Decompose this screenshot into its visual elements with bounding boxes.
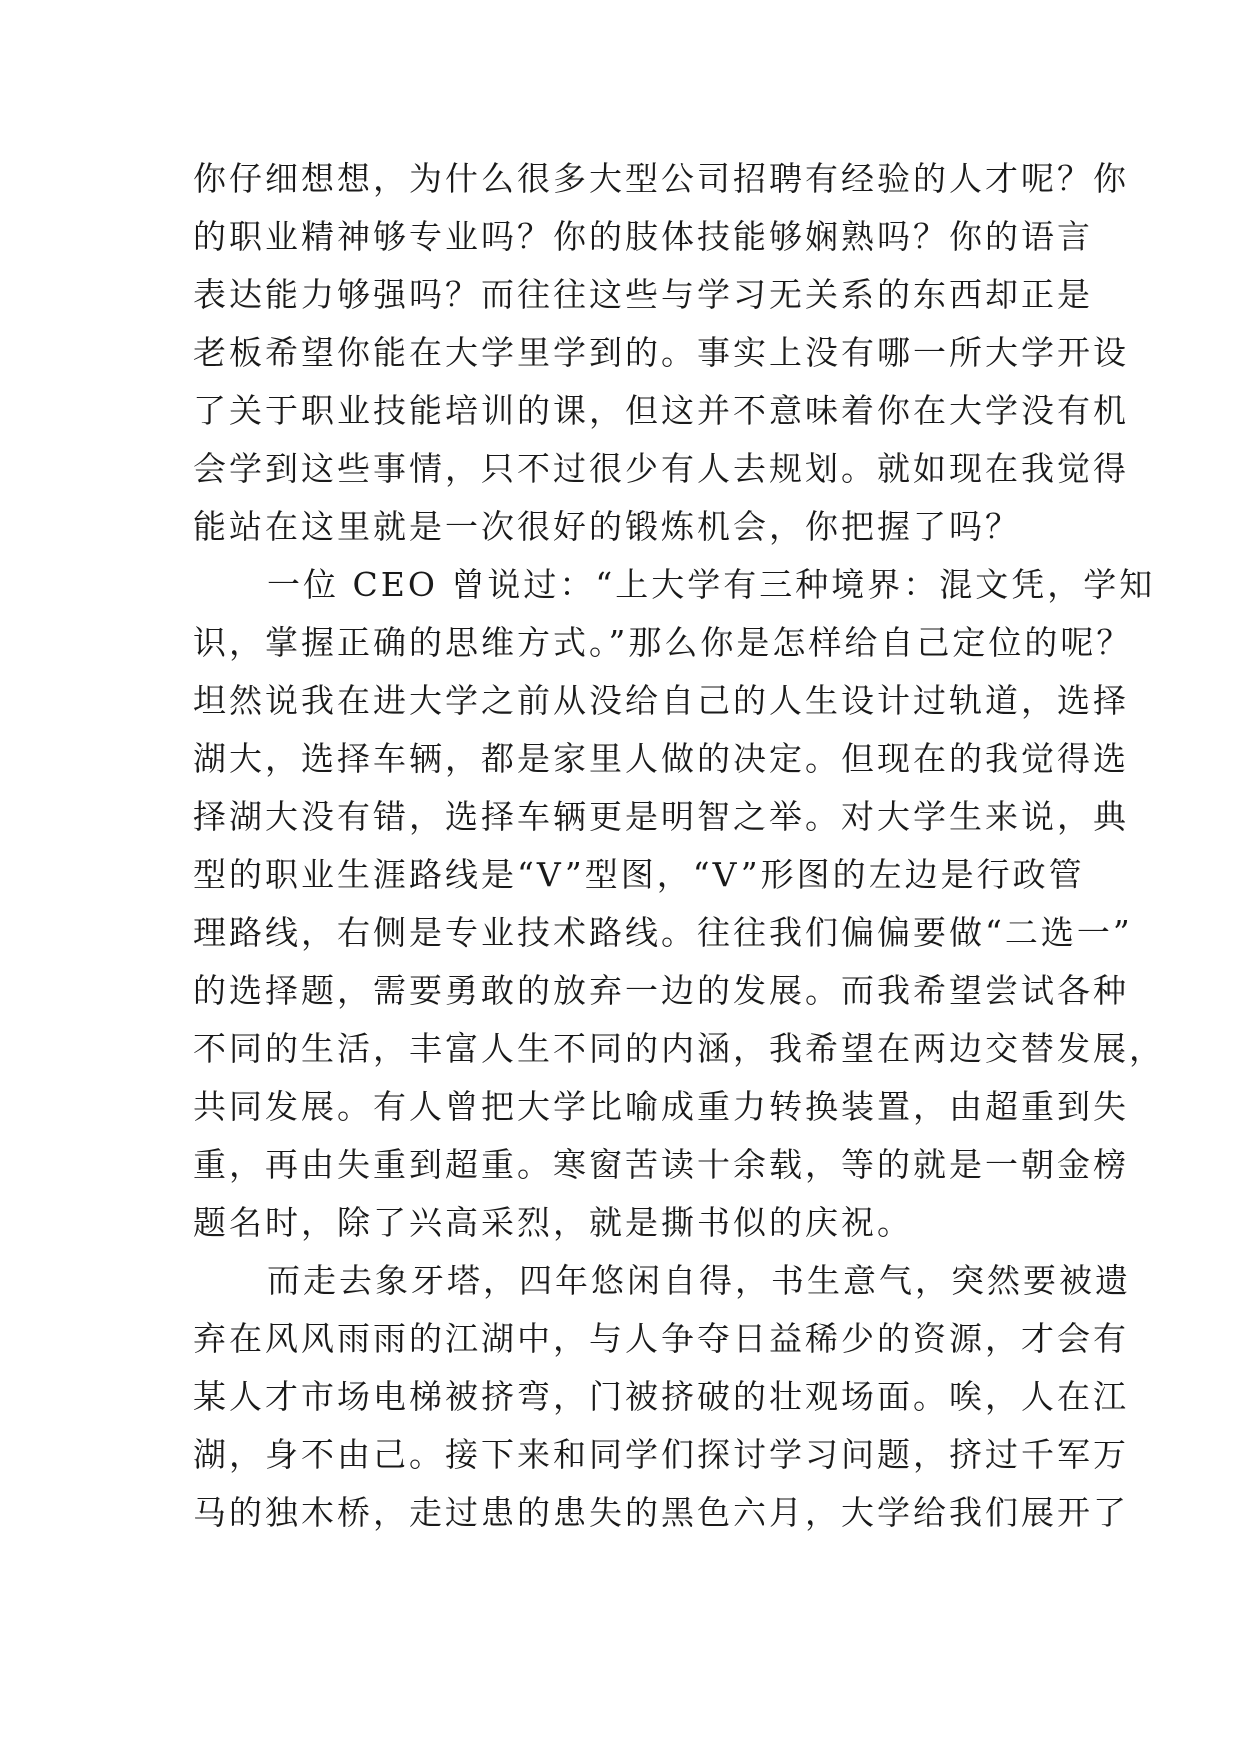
paragraph-first-line: 而走去象牙塔，四年悠闲自得，书生意气，突然要被遗 <box>267 1261 1131 1300</box>
text-line: 的选择题，需要勇敢的放弃一边的发展。而我希望尝试各种 <box>193 971 1129 1010</box>
text-line: 能站在这里就是一次很好的锻炼机会，你把握了吗？ <box>193 507 1021 546</box>
body-text <box>193 150 1165 1542</box>
text-line: 不同的生活，丰富人生不同的内涵，我希望在两边交替发展， <box>193 1029 1165 1068</box>
text-line: 题名时，除了兴高采烈，就是撕书似的庆祝。 <box>193 1203 913 1242</box>
text-line: 型的职业生涯路线是“V”型图，“V”形图的左边是行政管 <box>193 855 1085 894</box>
text-line: 马的独木桥，走过患的患失的黑色六月，大学给我们展开了 <box>193 1493 1129 1532</box>
text-line: 了关于职业技能培训的课，但这并不意味着你在大学没有机 <box>193 391 1129 430</box>
text-line: 会学到这些事情，只不过很少有人去规划。就如现在我觉得 <box>193 449 1129 488</box>
text-line: 重，再由失重到超重。寒窗苦读十余载，等的就是一朝金榜 <box>193 1145 1129 1184</box>
text-line: 表达能力够强吗？而往往这些与学习无关系的东西却正是 <box>193 275 1093 314</box>
text-line: 湖，身不由己。接下来和同学们探讨学习问题，挤过千军万 <box>193 1435 1129 1474</box>
text-line: 理路线，右侧是专业技术路线。往往我们偏偏要做“二选一” <box>193 913 1133 952</box>
text-line: 某人才市场电梯被挤弯，门被挤破的壮观场面。唉，人在江 <box>193 1377 1129 1416</box>
text-line: 择湖大没有错，选择车辆更是明智之举。对大学生来说，典 <box>193 797 1129 836</box>
text-line: 坦然说我在进大学之前从没给自己的人生设计过轨道，选择 <box>193 681 1129 720</box>
text-line: 老板希望你能在大学里学到的。事实上没有哪一所大学开设 <box>193 333 1129 372</box>
text-line: 的职业精神够专业吗？你的肢体技能够娴熟吗？你的语言 <box>193 217 1093 256</box>
text-line: 共同发展。有人曾把大学比喻成重力转换装置，由超重到失 <box>193 1087 1129 1126</box>
text-line: 你仔细想想，为什么很多大型公司招聘有经验的人才呢？你 <box>193 159 1129 198</box>
text-line: 弃在风风雨雨的江湖中，与人争夺日益稀少的资源，才会有 <box>193 1319 1129 1358</box>
text-line: 识，掌握正确的思维方式。”那么你是怎样给自己定位的呢？ <box>193 623 1133 662</box>
paragraph-first-line: 一位 CEO 曾说过：“上大学有三种境界：混文凭，学知 <box>267 565 1156 604</box>
text-line: 湖大，选择车辆，都是家里人做的决定。但现在的我觉得选 <box>193 739 1129 778</box>
